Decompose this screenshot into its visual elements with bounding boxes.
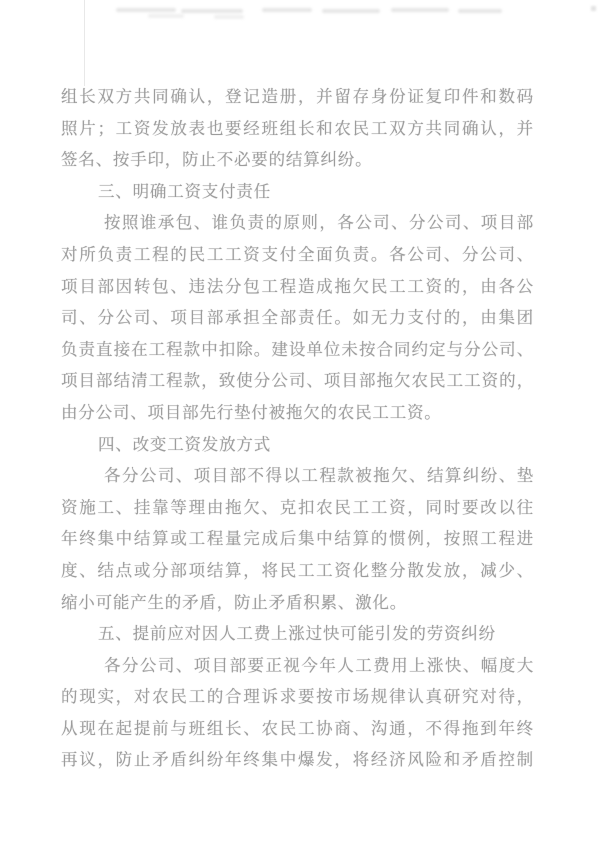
paragraph-line: 照片；工资发放表也要经班组长和农民工双方共同确认，并 <box>61 118 534 138</box>
paragraph-line: 司、分公司、项目部承担全部责任。如无力支付的，由集团 <box>61 308 534 328</box>
paragraph-last-line: 由分公司、项目部先行垫付被拖欠的农民工工资。 <box>61 402 442 422</box>
paragraph-last-line: 缩小可能产生的矛盾，防止矛盾积累、激化。 <box>61 592 407 612</box>
paragraph-line: 项目部因转包、违法分包工程造成拖欠民工工资的，由各公 <box>61 276 534 296</box>
paragraph-line: 度、结点或分部项结算，将民工工资化整分散发放，减少、 <box>61 560 534 580</box>
section-heading: 三、明确工资支付责任 <box>98 181 271 201</box>
paragraph-first-line: 按照谁承包、谁负责的原则，各公司、分公司、项目部 <box>104 213 534 233</box>
scan-fold-line-artifact <box>84 0 85 86</box>
paragraph-first-line: 各分公司、项目部要正视今年人工费用上涨快、幅度大 <box>104 655 534 675</box>
paragraph-line: 对所负责工程的民工工资支付全面负责。各公司、分公司、 <box>61 244 534 264</box>
section-heading: 五、提前应对因人工费上涨过快可能引发的劳资纠纷 <box>98 624 496 644</box>
paragraph-last-line: 签名、按手印，防止不必要的结算纠纷。 <box>61 150 373 170</box>
paragraph-line: 从现在起提前与班组长、农民工协商、沟通，不得拖到年终 <box>61 718 534 738</box>
paragraph-line: 的现实，对农民工的合理诉求要按市场规律认真研究对待， <box>61 687 534 707</box>
paragraph-line: 再议，防止矛盾纠纷年终集中爆发，将经济风险和矛盾控制 <box>61 750 534 770</box>
paragraph-line: 负责直接在工程款中扣除。建设单位未按合同约定与分公司、 <box>61 339 534 359</box>
section-heading: 四、改变工资发放方式 <box>98 434 271 454</box>
paragraph-line: 年终集中结算或工程量完成后集中结算的惯例，按照工程进 <box>61 529 534 549</box>
paragraph-line: 资施工、挂靠等理由拖欠、克扣农民工工资，同时要改以往 <box>61 497 534 517</box>
paragraph-line: 组长双方共同确认，登记造册，并留存身份证复印件和数码 <box>61 87 534 106</box>
paragraph-first-line: 各分公司、项目部不得以工程款被拖欠、结算纠纷、垫 <box>104 466 534 486</box>
paragraph-line: 项目部结清工程款，致使分公司、项目部拖欠农民工工资的， <box>61 371 534 391</box>
document-text-block <box>61 81 534 776</box>
